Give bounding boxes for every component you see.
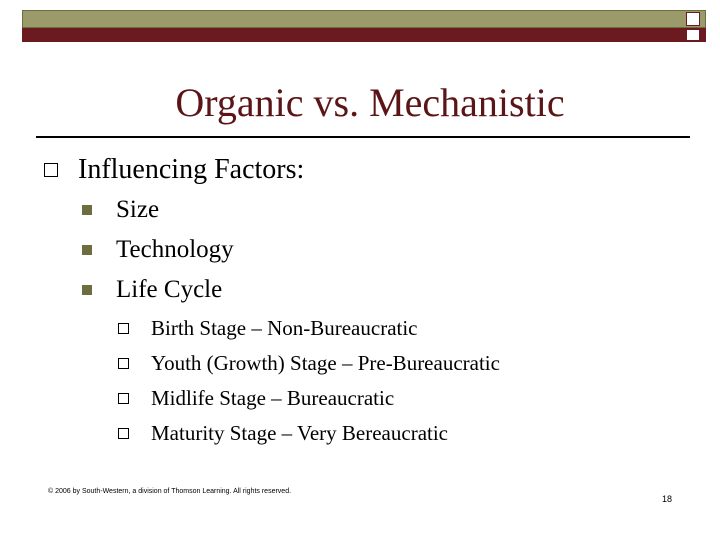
hollow-square-bullet-icon	[44, 163, 58, 177]
corner-square-top	[686, 12, 700, 26]
page-number: 18	[662, 494, 673, 504]
hollow-square-bullet-icon	[118, 393, 129, 404]
hollow-square-bullet-icon	[118, 428, 129, 439]
factor-item-technology	[82, 232, 234, 268]
stage-text: Midlife Stage – Bureaucratic	[151, 386, 395, 410]
stage-text: Maturity Stage – Very Bereaucratic	[151, 421, 449, 445]
stage-item-birth	[118, 312, 418, 344]
hollow-square-bullet-icon	[118, 358, 129, 369]
factor-text: Technology	[116, 236, 234, 263]
stage-text: Youth (Growth) Stage – Pre-Bureaucratic	[151, 351, 500, 375]
factor-text: Life Cycle	[116, 276, 223, 303]
filled-square-bullet-icon	[82, 285, 92, 295]
stage-item-maturity	[118, 417, 448, 449]
factor-item-size	[82, 192, 159, 228]
stage-text: Birth Stage – Non-Bureaucratic	[151, 316, 418, 340]
corner-square-bottom	[686, 29, 700, 41]
hollow-square-bullet-icon	[118, 323, 129, 334]
top-band-maroon	[22, 28, 706, 42]
title-divider	[36, 136, 690, 138]
filled-square-bullet-icon	[82, 245, 92, 255]
stage-item-youth	[118, 347, 500, 379]
slide-title: Organic vs. Mechanistic	[175, 80, 565, 125]
filled-square-bullet-icon	[82, 205, 92, 215]
factor-item-life-cycle	[82, 272, 222, 308]
main-bullet-item	[44, 152, 304, 188]
copyright-footer: © 2006 by South-Western, a division of Thomson Learning. All rights reserved.	[48, 488, 292, 495]
stage-item-midlife	[118, 382, 394, 414]
top-decorative-bar	[22, 10, 706, 42]
top-band-olive	[22, 10, 706, 28]
main-bullet-text: Influencing Factors:	[78, 154, 305, 185]
factor-text: Size	[116, 196, 160, 223]
